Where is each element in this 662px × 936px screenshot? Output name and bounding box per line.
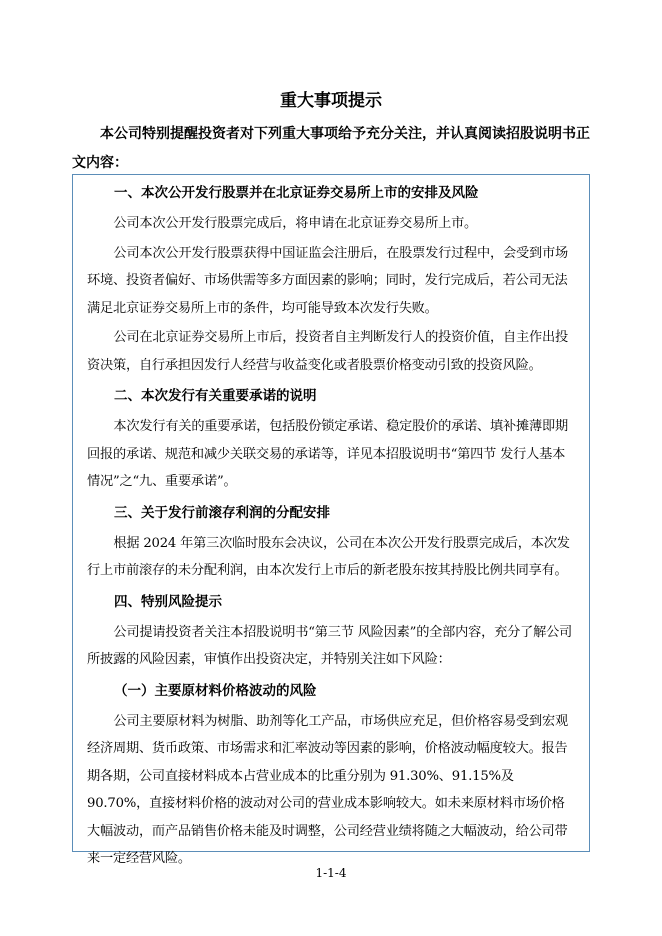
section-heading-2: 二、本次发行有关重要承诺的说明 [114, 388, 317, 404]
section-1-paragraph-3: 公司在北京证券交易所上市后，投资者自主判断发行人的投资价值，自主作出投资决策，自行承担因发行人经营与收益变化或者股票价格变动引致的投资风险。 [87, 330, 568, 373]
highlight-box [72, 174, 590, 866]
section-heading-1: 一、本次公开发行股票并在北京证券交易所上市的安排及风险 [114, 185, 479, 201]
page-title: 重大事项提示 [280, 91, 382, 111]
section-3-paragraph-1: 根据 2024 年第三次临时股东会决议，公司在本次公开发行股票完成后，本次发行上市前滚存的未分配利润，由本次发行上市后的新老股东按其持股比例共同享有。 [87, 535, 570, 578]
subsection-4-1-paragraph-1: 公司主要原材料为树脂、助剂等化工产品，市场供应充足，但价格容易受到宏观经济周期、货币政策、市场需求和汇率波动等因素的影响，价格波动幅度较大。报告期各期，公司直接材料成本占营业成本的比重分别为 91.30%、91.15%及 90.70%，直接材料价格的波动对公司的营业成本影响较大。如未来原材料市场价格大幅波动，而产品销售价格未能及时调整，公司经营业绩将随之大幅波动，给公司带来一定经营风险。 [87, 713, 568, 866]
section-1-paragraph-2: 公司本次公开发行股票获得中国证监会注册后，在股票发行过程中，会受到市场环境、投资者偏好、市场供需等多方面因素的影响；同时，发行完成后，若公司无法满足北京证券交易所上市的条件，均可能导致本次发行失败。 [87, 245, 568, 316]
section-1-paragraph-1: 公司本次公开发行股票完成后，将申请在北京证券交易所上市。 [113, 216, 478, 231]
subsection-heading-4-1: （一）主要原材料价格波动的风险 [114, 682, 317, 699]
section-4-paragraph-1: 公司提请投资者关注本招股说明书“第三节 风险因素”的全部内容，充分了解公司所披露的风险因素，审慎作出投资决定，并特别关注如下风险： [87, 624, 573, 667]
section-2-paragraph-1: 本次发行有关的重要承诺，包括股份锁定承诺、稳定股价的承诺、填补摊薄即期回报的承诺、规范和减少关联交易的承诺等，详见本招股说明书“第四节 发行人基本情况”之“九、重要承诺”。 [87, 419, 568, 489]
page-number: 1-1-4 [315, 866, 347, 880]
section-heading-4: 四、特别风险提示 [114, 593, 222, 610]
section-heading-3: 三、关于发行前滚存利润的分配安排 [114, 504, 330, 521]
intro-paragraph: 本公司特别提醒投资者对下列重大事项给予充分关注，并认真阅读招股说明书正文内容： [72, 126, 590, 171]
